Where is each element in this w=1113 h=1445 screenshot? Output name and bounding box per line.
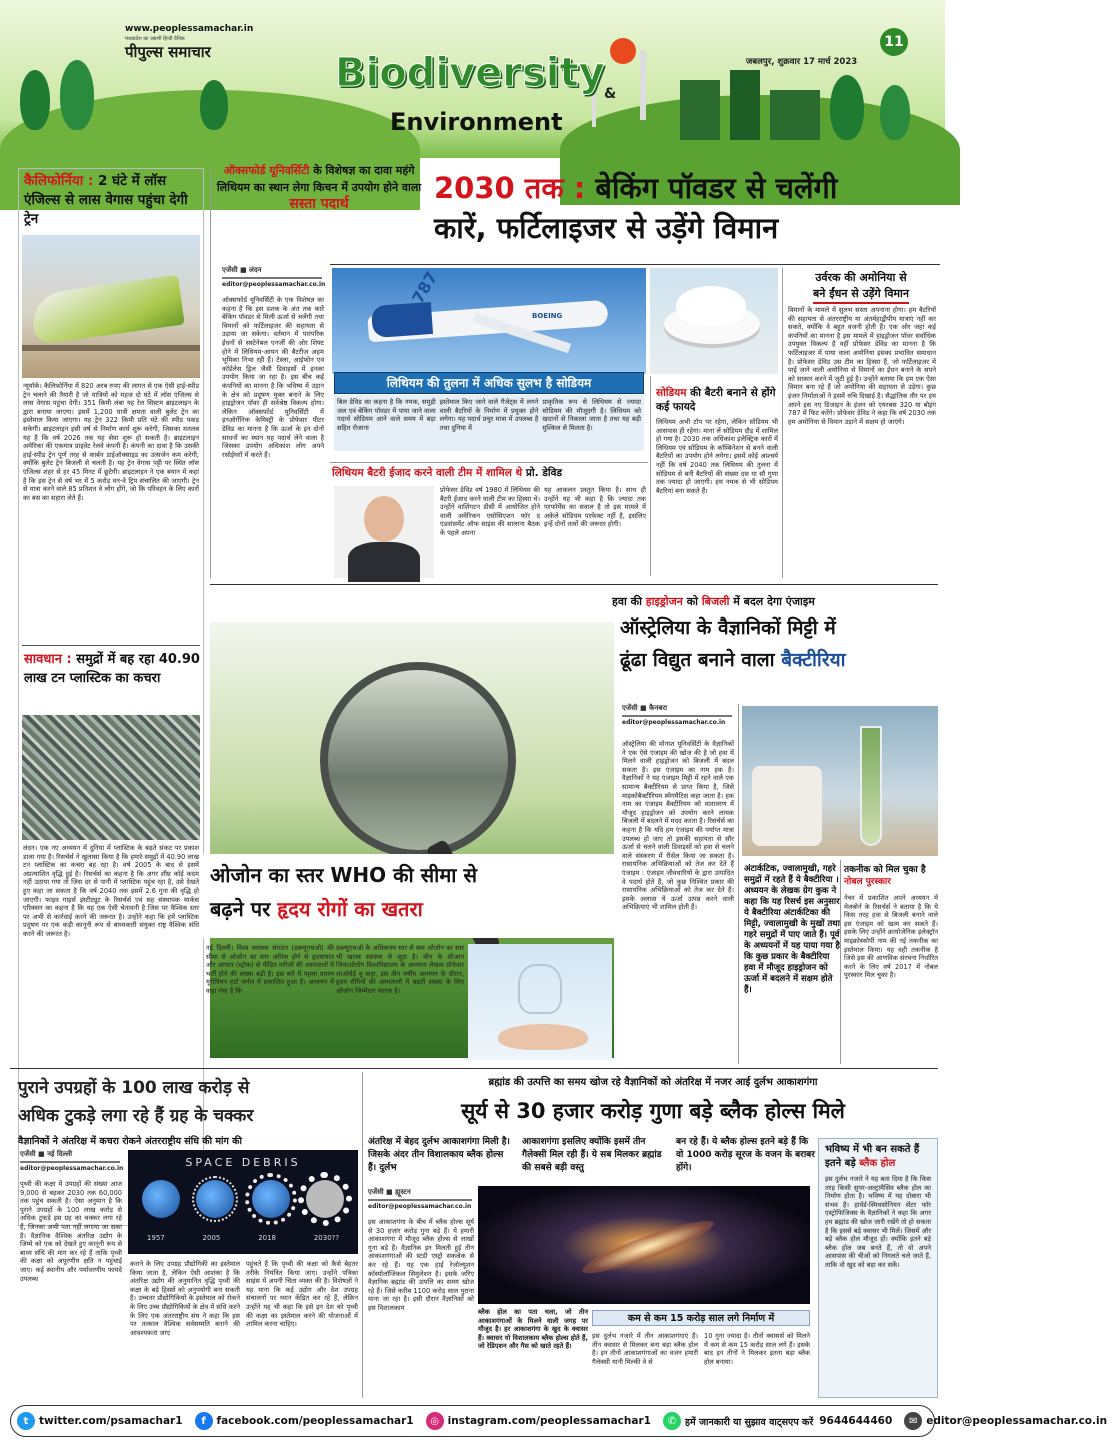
blackhole-email: editor@peoplessamachar.co.in: [368, 1203, 472, 1210]
bacteria-kicker: [612, 594, 936, 609]
earth-icon: [252, 1180, 290, 1218]
oxford-byline: एजेंसी ■ लंदन: [222, 266, 262, 274]
bacteria-kicker-hydrogen: हाइड्रोजन: [645, 595, 683, 608]
ozone-headline-line1: ओजोन का स्तर WHO की सीमा से: [210, 863, 477, 887]
plastic-headline: [24, 650, 200, 688]
section-amp: &: [604, 86, 617, 102]
footer-whatsapp[interactable]: [657, 1412, 898, 1430]
blackhole-side-headline: [819, 1139, 937, 1175]
whatsapp-icon: ✆: [663, 1412, 681, 1430]
lead-headline-year: 2030 तक :: [434, 171, 586, 205]
sodium-banner: [334, 372, 644, 394]
bacteria-headline-line1: ऑस्ट्रेलिया के वैज्ञानिकों मिट्टी में: [620, 617, 836, 639]
earth-icon: [196, 1180, 234, 1218]
lead-headline-part2: कारें, फर्टिलाइजर से उड़ेंगे विमान: [434, 211, 779, 245]
lab-tube-photo: [742, 706, 938, 856]
david-col-2: यह आकलन प्रस्तुत किया है। साथ ही उन्होंने यह भी कहा है कि ज्यादा तक परफॉर्मेंस का सवाल है तो इस मामले में अकेले सोडियम परफेक्ट नहीं है, इसलिए इन्हें दोनों तत्वों की जरूरत होगी।: [544, 486, 646, 529]
section-title-biodiversity: Biodiversity: [335, 50, 605, 96]
bacteria-byline: एजेंसी ■ कैनबरा: [622, 704, 668, 712]
blackhole-headline: सूर्य से 30 हजार करोड़ गुणा बड़े ब्लैक होल्स मिले: [461, 1099, 845, 1123]
debris-byline: एजेंसी ■ नई दिल्ली: [20, 1150, 73, 1158]
nobel-headline: [844, 864, 938, 888]
ammonia-body: विमानों के मामले में सुलभ सस्ता अपनाना होगा। हम बैटरियों की सहायता से अंतरराष्ट्रीय या अंतर्महाद्वीपीय यात्राएं नहीं कर सकते, क्योंकि वे बहुत वजनी होती हैं। एक ओर जहां कई कंपनियों का मानना है इस मामले में हाइड्रोजन पॉवर सर्वाधिक उपयुक्त विकल्प है वहीं प्रोफेसर डेविड का मानना है कि फर्टिलाइजर में पाया वाला अमोनिया इसका प्रभावित समाधान है। प्रोफेसर डेविड उस टीम का हिस्सा हैं, जो फर्टिलाइजर में पाई जाने वाली अमोनिया से विमानों का ईंधन बनाने के सपने को साकार करने में जुटी हुई है। उन्होंने बताया कि हम एक ऐसा विमान बना रहे हैं जो अमोनिया की सहायता से उड़ेगा। कुछ इंजन निर्माताओं ने इसमें रुचि दिखाई है। सैद्धांतिक तौर पर हम अपने इस नए डिजाइन के इंजन को एयरबस 320 या बोइंग 787 में फिट करेंगे। प्रोफेसर डेविड ने कहा कि वर्ष 2030 तक हम अमोनिया से विमान उड़ाने में सक्षम हो जाएंगे।: [788, 306, 936, 426]
footer-whatsapp-label: हमें जानकारी या सुझाव वाट्सएप करें: [684, 1416, 814, 1428]
space-debris-image: [128, 1150, 358, 1254]
galaxy-caption: ब्लैक होल का पता चला, जो तीन आकाशगंगाओं के मिलने वाली जगह पर मौजूद है। हर आकाशगंगा के खुद के क्वासर हैं। क्वासर यो विशालकाय ब्लैक होल्स होते हैं, जो रेडिएशन और गैस को खाते रहते हैं।: [478, 1308, 588, 1351]
banner-col-3: प्राकृतिक रूप से लिथियम से ज्यादा सोडियम की मौजूदगी है। लिथियम को खदानों से निकाला जाता है तथा यह बड़ी मुश्किल से मिलता है।: [542, 398, 642, 432]
ammonia-headline-line2: बने ईंधन से उड़ेंगे विमान: [813, 286, 909, 304]
footer-facebook-handle: facebook.com/peoplessamachar1: [216, 1415, 414, 1427]
bacteria-kicker-a: हवा की: [612, 595, 646, 608]
bacteria-byline-block: [622, 704, 732, 726]
blackhole-col-2: इस दुर्लभ नजारे में तीन आकाशगंगाएं हैं। तीन क्वासर से मिलकर बना बड़ा ब्लैक होल है। इन तीनों आकाशगंगाओं का वजन हमारी गैलेक्सी यानी मिल्की वे से: [592, 1332, 698, 1366]
california-body: न्यूयॉर्क। कैलिफोर्निया में 820 अरब रुपए की लागत से एक ऐसी हाई-स्पीड ट्रेन चलाने की तैयारी है जो यात्रियों को महज दो घंटे में लॉस एंजिल्स से लास वेगास पहुंचा देगी। 351 किमी लंबा यह रेल सिस्टम ब्राइटलाइन के द्वारा बनाया जाएगा। इसमें 1,200 यात्री क्षमता वाली बुलेट ट्रेन का इस्तेमाल किया जाएगा। यह ट्रेन 322 किमी प्रति घंटे की स्पीड पकड़ सकेगी। ब्राइटलाइन इसी वर्ष से निर्माण कार्य शुरू करेगी, जिसका मतलब यह है कि वर्ष 2026 तक यह सेवा शुरू हो सकती है। ब्राइटलाइन अमेरिका की एकमात्र प्राइवेट रेलवे कंपनी है। कंपनी का दावा है कि उसकी हाई-स्पीड ट्रेन पूर्ण तरह से कार्बन डाईऑक्साइड का उत्सर्जन कम करेगी, क्योंकि बुलेट ट्रेन बिजली से चलती है। यह ट्रेन वेगास पट्टी पर स्थित लॉस एंजिल्स शहर से हर 45 मिनट में छूटेगी। ब्राइटलाइन ने एक बयान में कहा है कि इस ट्रेन से वर्ष भर में 5 करोड़ वन-वे ट्रिप संचालित की जाएगी। ट्रेन से यात्रा करने वाले 85 प्रतिशत वे लोग होंगे, जो कि परिवहन के लिए कारों का बस का सहारा लेते हैं।: [23, 382, 199, 502]
blackhole-lead-2: आकाशगंगा इसलिए क्योंकि इसमें तीन गैलेक्सी मिल रही हैं। ये सब मिलकर ब्रह्मांड की सबसे बड़ी वस्तु: [522, 1137, 662, 1173]
baking-powder-photo: [650, 268, 778, 374]
prof-david-photo: [334, 486, 434, 578]
sun-icon: [610, 38, 636, 64]
boeing-787-photo: [332, 268, 646, 374]
ozone-col-2: डब्ल्यूएचओ के अधिकतम स्तर से कम ओजोन का स्तर भी खराब स्वास्थ्य से जुड़ा है। चीन के शीआन जियाओतोंग विश्वविद्यालय के अध्ययन लेखक प्रोफेसर शाओवेई वू कहा, इस तीन वर्षीय अध्ययन के दौरान, हृदय रोगियों की अस्पतालों में बढ़ती संख्या के लिए ओजोन जिम्मेदार कारक है।: [336, 944, 464, 995]
bacteria-kicker-e: में बदल देगा एंजाइम: [729, 595, 815, 608]
blackhole-sidebar: [818, 1138, 938, 1398]
galaxy-photo: [478, 1186, 810, 1304]
california-headline-kicker: कैलिफोर्निया :: [24, 173, 94, 189]
debris-subhead: वैज्ञानिकों ने अंतरिक्ष में कचरा रोकने अंतरराष्ट्रीय संधि की मांग की: [18, 1136, 242, 1147]
instagram-icon: ◎: [426, 1412, 444, 1430]
sodium-headline-text: की बैटरी बनाने से होंगे कई फायदे: [656, 387, 776, 413]
earth-icon: [306, 1180, 344, 1218]
blackhole-lead-3: बन रहे हैं। ये ब्लैक होल्स इतने बड़े हैं कि वो 1000 करोड़ सूरज के वजन के बराबर होंगे।: [676, 1137, 815, 1173]
bacteria-kicker-electricity: बिजली: [701, 595, 730, 608]
lungs-hand-photo: [468, 944, 612, 1060]
debris-col-3: पहुंचते हैं कि पृथ्वी की कक्षा को कैसे बेहतर तरीके नियंत्रित किया जाए। उन्होंने पत्रिका साइंस में अपनी चिंता व्यक्त की है। विशेषज्ञों ने यह माना कि कई उद्योग और देश उपग्रह संचालनों पर ध्यान केंद्रित कर रहे हैं, लेकिन उन्होंने यह भी कहा कि इसे इन देश को पृथ्वी की कक्षा का इस्तेमाल करने की योजनाओं में शामिल करना चाहिए।: [246, 1260, 358, 1329]
david-headline-text: लिथियम बैटरी ईजाद करने वाली टीम में शामिल थे: [332, 467, 526, 479]
debris-years: [128, 1234, 358, 1242]
oxford-kicker-text: के विशेषज्ञ का दावा महंगे लिथियम का स्थान लेगा किचन में उपयोग होने वाला: [216, 164, 422, 194]
footer-whatsapp-number: 9644644460: [819, 1415, 893, 1427]
david-headline-name: प्रो. डेविड: [525, 467, 563, 479]
year-label: 2018: [258, 1234, 277, 1242]
tree-icon: [20, 70, 50, 130]
ozone-headline: [202, 854, 614, 938]
sodium-headline: [656, 386, 778, 414]
space-debris-title: SPACE DEBRIS: [185, 1156, 301, 1169]
david-col-1: प्रोफेसर डेविड वर्ष 1980 में लिथियम की बैटरी ईजाद करने वाली टीम का हिस्सा थे। उन्होंने वाशिंगटन डीसी में आयोजित होने वाली अमेरिकन एसोसिएशन फॉर द एडवांसमेंट ऑफ साइंस की सालाना बैठक के पहले अपना: [440, 486, 540, 537]
ozone-headline-line2: बढ़ने पर: [210, 897, 278, 921]
sodium-banner-text: लिथियम की तुलना में अधिक सुलभ है सोडियम: [386, 376, 592, 390]
building-icon: [730, 70, 760, 140]
page-number: 11: [880, 28, 908, 56]
bacteria-headline-line2: ढूंढा विद्युत बनाने वाला: [620, 649, 782, 671]
oxford-kicker-highlight: सस्ता पदार्थ: [289, 196, 349, 212]
tree-icon: [60, 60, 94, 130]
bacteria-body: ऑस्ट्रेलिया की मोनाश यूनिवर्सिटी के वैज्ञानिकों ने एक ऐसे एंजाइम की खोज की है जो हवा में मिलने वाली हाइड्रोजन को बिजली में बदल सकता है। इस एंजाइम का नाम हक है। वैज्ञानिकों ने यह एंजाइम मिट्टी में रहने वाले एक सामान्य बैक्टीरियम से प्राप्त किया है, जिसे माइकोबैक्टीरियम स्मेगमैटिस कहा जाता है। हक नाम का एंजाइम बैक्टीरियम को वातावरण में मौजूद हाइड्रोजन को उपयोग करने लायक बिजली में बदलने में मदद करता है। रिसर्चर्स का कहना है कि यदि हम एंजाइम की पर्याप्त मात्रा उपलब्ध हो जाए तो इसकी सहायता से सौर ऊर्जा से चलने वाली डिवाइसों को हवा से चलने वाले संस्करण में रीसेल किया जा सकता है। रासायनिक अभिक्रियाओं को तेज कर देते हैं एंजाइम : एंजाइम जीवधारियों के द्वारा उत्पादित वे पदार्थ होते हैं, जो कुछ निश्चित प्रकार की रासायनिक अभिक्रियाओं को तेज कर देते हैं। इसके अलावा ये ऊर्जा उत्पन्न करने वाली अभिक्रियाएं भी शामिल होती हैं।: [622, 740, 734, 912]
plane-brand: BOEING: [532, 312, 563, 320]
magnifying-glass-icon: [320, 662, 516, 858]
blackhole-lead-1: अंतरिक्ष में बेहद दुर्लभ आकाशगंगा मिली है। जिसके अंदर तीन विशालकाय ब्लैक होल्स हैं। दुर्लभ: [368, 1137, 510, 1173]
blackhole-banner: कम से कम 15 करोड़ साल लगे निर्माण में: [592, 1310, 810, 1326]
oxford-kicker: [216, 162, 422, 213]
banner-col-2: इस्तेमाल किए जाने वाले गैजेट्स में लगने वाली बैटरियों के निर्माण में प्रयुक्त होने लगेगा। यह पदार्थ प्रचुर मात्रा में उपलब्ध है तथा दुनिया में: [439, 398, 539, 432]
twitter-icon: t: [17, 1412, 35, 1430]
building-icon: [680, 80, 720, 140]
bacteria-headline: [620, 612, 938, 676]
blackhole-side-body: इस दुर्लभ नजारे ने यह बता दिया है कि किस तरह किसी सुपर-अल्ट्रामैसिव ब्लैक होल का निर्माण होता है। भविष्य में यह दोबारा भी संभव है। हार्वर्ड-स्मिथसोनियन सेंटर फॉर एस्ट्रोफिजिक्स के वैज्ञानिकों ने कहा कि अगर हम ब्रह्मांड की खोज जारी रखेंगे तो हो सकता है कि इससे बड़े क्वासर भी मिलें। जिसमें और बड़े ब्लैक होल मौजूद हों। क्योंकि इतने बड़े ब्लैक होल जब बनते हैं, तो वो अपने आसपास की चीजों को निगलते चले जाते हैं, ताकि वो खुद को बड़ा कर सकें।: [825, 1175, 932, 1269]
plastic-headline-kicker: सावधान :: [24, 652, 72, 667]
ammonia-headline-line1: उर्वरक की अमोनिया से: [815, 271, 907, 284]
footer-email-address: editor@peoplessamachar.co.in: [926, 1415, 1108, 1427]
debris-headline: [18, 1074, 358, 1130]
tagline: मध्यप्रदेश का अग्रणी हिन्दी दैनिक: [125, 36, 185, 42]
lead-headline: [434, 168, 934, 248]
ammonia-headline: [786, 270, 936, 304]
plastic-headline-text: समुद्रों में बह रहा 40.90 लाख टन प्लास्टिक का कचरा: [24, 652, 200, 686]
blackhole-lead: [368, 1136, 818, 1175]
year-label: 1957: [146, 1234, 165, 1242]
blackhole-side-headline-highlight: ब्लैक होल: [859, 1158, 896, 1169]
oxford-email: editor@peoplessamachar.co.in: [222, 281, 326, 288]
nobel-body: नेचर में प्रकाशित अपने अध्ययन में मेलबोर्न के रिसर्चर्स ने बताया है कि ये किस तरह हवा से बिजली बनाने वाले इस एंजाइम को खत्म कर सकते हैं। इसके लिए उन्होंने क्रायोजेनिक इलेक्ट्रॉन माइक्रोस्कोपी नाम की नई तकनीक का इस्तेमाल किया। यह वही तकनीक है जिसे इस की आणविक संरचना निर्धारित करने के लिए वर्ष 2017 में नोबल पुरस्कार मिल चुका है।: [844, 894, 938, 980]
ozone-headline-highlight: हृदय रोगों का खतरा: [277, 897, 423, 921]
footer-facebook[interactable]: [189, 1412, 420, 1430]
facebook-icon: f: [195, 1412, 213, 1430]
california-headline: [24, 172, 200, 229]
footer-instagram[interactable]: [420, 1412, 657, 1430]
debris-byline-block: [20, 1150, 124, 1172]
earth-icon: [142, 1180, 180, 1218]
masthead: [0, 0, 945, 158]
year-label: 2005: [202, 1234, 221, 1242]
bacteria-headline-highlight: बैक्टीरिया: [781, 649, 846, 671]
plastic-body: लंदन। एक नए अध्ययन में दुनिया में प्लास्टिक के बढ़ते संकट पर प्रकाश डाला गया है। रिसर्चर्स ने खुलासा किया है कि हमारे समुद्रों में 40.90 लाख टन प्लास्टिक का कचरा बह रहा है। वर्ष 2005 के बाद से इसमें अप्रत्याशित वृद्धि हुई है। रिसर्चर्स का कहना है कि अगर शीघ्र कोई कदम नहीं उठाया गया तो जिस दर से पानी में प्लास्टिक पहुंच रहा है, उसे देखते हुए कहा जा सकता है कि वर्ष 2040 तक इसमें 2.6 गुना की वृद्धि हो जाएगी। फाइव गाइर्स इंस्टीट्यूट के रिसर्चर्स एवं सह संस्थापक मार्कस एरिक्सन का कहना है कि यह एक ऐसी चेतावनी है जिस पर वैश्विक स्तर पर अभी से कार्रवाई करने की जरूरत है। उन्होंने कहा कि हमें प्लास्टिक प्रदूषण पर एक कड़ी कानूनी रूप से बाध्यकारी संयुक्त राष्ट्र वैश्विक संधि करने की जरूरत है।: [23, 844, 199, 938]
website-url: www.peoplessamachar.in: [125, 24, 254, 34]
sodium-headline-kicker: सोडियम: [656, 387, 687, 399]
oxford-kicker-university: ऑक्सफोर्ड यूनिवर्सिटी: [223, 164, 310, 177]
sodium-body: लिथियम अभी टॉप पर रहेगा, लेकिन सोडियम भी आसपास ही रहेगा। माना लें सोडियम दौड़ में शामिल हो गया है। 2030 तक अधिकांश इलेक्ट्रिक कारों में लिथियम एवं सोडियम के कॉम्बिनेशन से बनने वाली बैटरियों का उपयोग होने लगेगा। इसमें कोई आश्चर्य नहीं कि वर्ष 2040 तक लिथियम की तुलना में सोडियम से बनी बैटरियों की संख्या दस या सौ गुणा तक ज्यादा हो जाएगी। हम नमक से भी सोडियम बैटरियां बना सकते हैं।: [656, 418, 778, 495]
hand-icon: [498, 1024, 588, 1050]
bacteria-mid-text: अंटार्कटिक, ज्वालामुखी, गहरे समुद्रों में रहते हैं ये बैक्टीरिया । अध्ययन के लेखक ग्रेग कुक ने कहा कि यह रिसर्च इस अनुसार ये बैक्टीरिया अंटार्कटिका की मिट्टी, ज्वालामुखी के मुखों तथा गहरे समुद्रों में पाए जाते हैं। पूर्व के अध्ययनों में यह पाया गया है कि कुछ प्रकार के बैक्टीरिया हवा में मौजूद हाइड्रोजन को ऊर्जा में बदलने में सक्षम होते हैं।: [744, 864, 840, 995]
section-title-environment: Environment: [390, 108, 563, 136]
oxford-body: ऑक्सफोर्ड यूनिवर्सिटी के एक विशेषज्ञ का कहना है कि इस दशक के अंत तक कारें बेकिंग पॉवडर से मिली ऊर्जा से चलेंगी तथा विमानों को फर्टिलाइजर की सहायता से उड़ाया जा सकेगा। वर्तमान में पारंपरिक ईंधनों से सस्टेनेबल एनर्जी की ओर शिफ्ट होने में लिथियम-आयन की बैटरीज अहम भूमिका निभा रही हैं। टेस्ला, आईफोन एवं कॉर्डलेस ड्रिल जैसी डिवाइसों में इनका उपयोग किया जा रहा है। इस बीच कई कंपनियों का मानना है कि भविष्य में उड़ान के क्षेत्र को प्रदूषण मुक्त बनाने के लिए हाइड्रोजन पॉवर ही सर्वश्रेष्ठ विकल्प होगा। लेकिन ऑक्सफोर्ड यूनिवर्सिटी में इनऑर्गेनिक केमिस्ट्री के प्रोफेसर पीटर डेविड का मानना है कि ऊर्जा के इन दोनों साधनों का स्थान यह पदार्थ लेने वाला है जिसका उपयोग अधिकांश लोग अपने रसोईघरों में करते हैं।: [222, 296, 324, 459]
bacteria-kicker-c: को: [682, 595, 702, 608]
blackhole-side-headline-text: भविष्य में भी बन सकते हैं इतने बड़े: [825, 1144, 920, 1169]
paper-name: पीपुल्स समाचार: [125, 43, 211, 61]
debris-email: editor@peoplessamachar.co.in: [20, 1165, 124, 1172]
wind-turbine-icon: [640, 50, 646, 120]
ozone-col-1: नई दिल्ली। विश्व स्वास्थ्य संगठन (डब्ल्यूएचओ) की सीमा से ओजोन का स्तर अधिक होने से हृदयाघात और आघात (स्ट्रोक) से पीड़ित मरीजों की अस्पतालों में भर्ती होने की संख्या बढ़ी है। इस बारे में पहला प्रमाण यूरोपियन हार्ट जर्नल में प्रकाशित हुआ है। अध्ययन में कहा गया है कि: [206, 944, 334, 995]
tree-icon: [880, 85, 910, 140]
footer-twitter[interactable]: [11, 1412, 189, 1430]
test-tube-icon: [860, 726, 882, 846]
banner-col-1: बिल डेविड का कहना है कि नमक, समुद्री जल एवं बेकिंग पॉवडर में पाया जाने वाला पदार्थ सोडियम आने वाले समय में बड़ा सहित रोजाना: [337, 398, 436, 432]
plane-tail-label: 787: [408, 268, 442, 307]
email-icon: ✉: [904, 1412, 922, 1430]
footer-twitter-handle: twitter.com/psamachar1: [39, 1415, 183, 1427]
california-headline-text: 2 घंटे में लॉस एंजिल्स से लास वेगास पहुंचा देगी ट्रेन: [24, 173, 188, 227]
footer-bar: [10, 1405, 1108, 1437]
tree-icon: [830, 75, 864, 140]
lead-headline-part1: बेकिंग पॉवडर से चलेंगी: [585, 171, 838, 205]
debris-headline-line1: पुराने उपग्रहों के 100 लाख करोड़ से: [18, 1078, 250, 1098]
blackhole-col-3: 10 गुना ज्यादा है। तीनों क्वासर्स को मिलने में कम से कम 15 करोड़ साल लगे हैं। इसके बाद इन तीनों ने मिलकर इतना बड़ा ब्लैक होल बनाया।: [704, 1332, 810, 1366]
debris-col-2: कराने के लिए उपग्रह प्रौद्योगिकी का इस्तेमाल किया जाता है, लेकिन ऐसी आशंका है कि अंतरिक्ष उद्योग की अनुमानित वृद्धि पृथ्वी की कक्षा के बड़े हिस्सों को अनुपयोगी बना सकती है। उच्चतर प्रौद्योगिकियों के इस्तेमाल को रोकने के लिए उच्च प्रौद्योगिकियों के क्षेत्र में संधि करने के लिए एक अंतरराष्ट्रीय संघ ने कहा कि इस पर तत्काल वैश्विक सर्वसम्मति बनाने की आवश्यकता जाए: [130, 1260, 241, 1337]
plastic-waste-photo: [22, 715, 200, 840]
oxford-byline-block: [222, 266, 326, 288]
year-label: 2030??: [313, 1234, 340, 1242]
dateline: जबलपुर, शुक्रवार 17 मार्च 2023: [746, 57, 858, 67]
debris-col-1: पृथ्वी की कक्षा में उपग्रहों की संख्या आज 9,000 से बढ़कर 2030 तक 60,000 तक पहुंच सकती है। ऐसा अनुमान है कि पुराने उपग्रहों के 100 लाख करोड़ से अधिक टुकड़े इस ग्रह का चक्कर लगा रहे हैं, जिनका अभी पता नहीं लगाया जा सका है। वैज्ञानिक वैश्विक अंतरिक्ष उद्योग के जिम्मे को एक को देखते हुए कानूनी रूप से बाध्य संधि की मांग कर रहे हैं ताकि पृथ्वी की कक्षा को अपूरणीय क्षति न पहुंचाई जाए। कई स्थानीय और पर्यावरणीय फायदे उपलब्ध: [20, 1180, 122, 1283]
nobel-headline-highlight: नोबल पुरस्कार: [844, 877, 891, 887]
sodium-banner-body: [334, 395, 644, 451]
nobel-headline-text: तकनीक को मिल चुका है: [844, 865, 926, 875]
footer-email[interactable]: [898, 1412, 1113, 1430]
blackhole-byline: एजेंसी ■ ह्यूस्टन: [368, 1188, 411, 1196]
blackhole-col-1: इस आकाशगंगा के बीच में ब्लैक होल्स सूर्य से 30 हजार करोड़ गुना बड़े हैं। ये हमारी आकाशगंगा में मौजूद ब्लैक होल्स से लाखों गुना बड़े हैं। वैज्ञानिक इन मिलती हुई तीन आकाशगंगाओं की स्टडी एस्ट्रो सकल्रेक से कर रहे हैं। यह एक हाई रेजोल्यूशन कॉस्मोलॉजिकल सिमुलेशन है। इसके जरिए वैज्ञानिक ब्रह्मांड की उत्पत्ति का समय खोज रहे हैं। जिसे करीब 1100 करोड़ साल पुराना माना जा रहा है। इसी दौरान वैज्ञानिकों को इस विशालकाय: [368, 1218, 474, 1312]
bullet-train-photo: [22, 235, 200, 378]
building-icon: [770, 90, 820, 140]
tree-icon: [200, 80, 228, 130]
david-headline: [332, 466, 648, 480]
footer-instagram-handle: instagram.com/peoplessamachar1: [447, 1415, 651, 1427]
lungs-icon: [518, 964, 562, 1014]
bacteria-email: editor@peoplessamachar.co.in: [622, 719, 726, 726]
blackhole-byline-block: [368, 1188, 472, 1210]
blackhole-kicker: ब्रह्मांड की उत्पत्ति का समय खोज रहे वैज्ञानिकों को अंतरिक्ष में नजर आई दुर्लभ आकाशगंगा: [488, 1077, 818, 1088]
debris-headline-line2: अधिक टुकड़े लगा रहे हैं ग्रह के चक्कर: [18, 1106, 254, 1126]
